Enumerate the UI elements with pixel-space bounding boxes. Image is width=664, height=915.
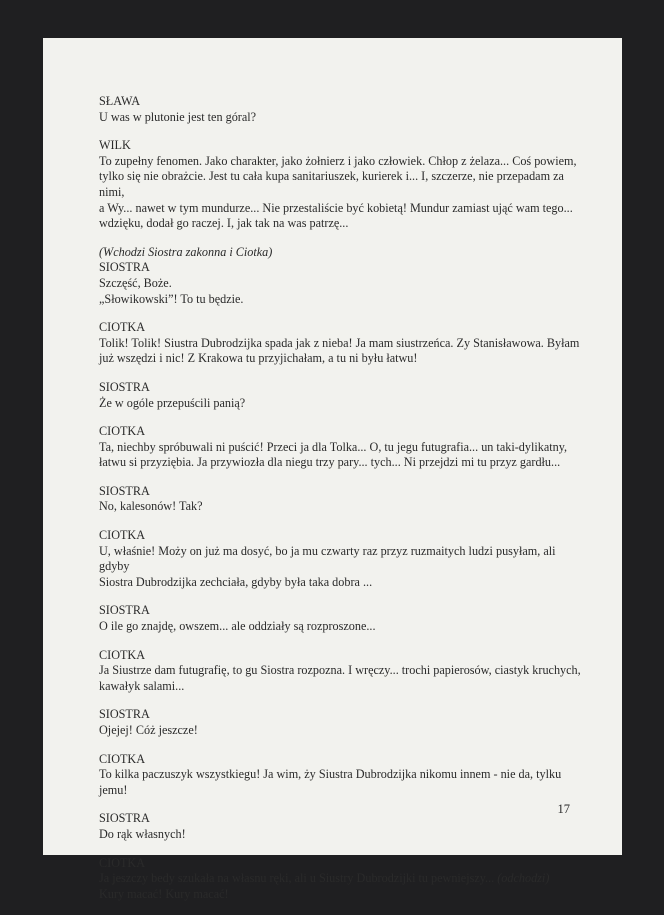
speaker-name: CIOTKA — [99, 855, 146, 870]
dialogue-line: wdzięku, dodał go raczej. I, jak tak na was patrzę... — [99, 216, 349, 231]
dialogue-line: Ta, niechby spróbuwali ni puścić! Przeci ja dla Tolka... O, tu jegu futugrafia... un taki-dylikatny, — [99, 439, 568, 454]
script-text — [99, 94, 589, 915]
stage-direction: (Wchodzi Siostra zakonna i Ciotka) — [99, 244, 273, 259]
dialogue-line: Do rąk własnych! — [99, 826, 186, 841]
dialogue-line: już wszędzi i nic! Z Krakowa tu przyjichałam, a tu ni byłu łatwu! — [99, 351, 418, 366]
dialogue-block — [99, 380, 589, 411]
dialogue-line: Kury macać! Kury macać! — [99, 886, 229, 901]
speaker-name: CIOTKA — [99, 647, 146, 662]
dialogue-block — [99, 138, 589, 232]
dialogue-text: Ja jeszczy bedy szukała na własnu ręki, ali u Siustry Dubrodzijki tu pewniejszy... — [99, 871, 495, 886]
dialogue-line: Tolik! Tolik! Siustra Dubrodzijka spada jak z nieba! Ja mam siustrzeńca. Zy Stanisławowa. Byłam — [99, 335, 580, 350]
speaker-name: SIOSTRA — [99, 603, 150, 618]
speaker-name: CIOTKA — [99, 528, 146, 543]
dialogue-block — [99, 320, 589, 367]
speaker-name: WILK — [99, 138, 131, 153]
stage-direction: (odchodzi) — [497, 871, 550, 886]
speaker-name: SIOSTRA — [99, 260, 150, 275]
dialogue-line: To zupełny fenomen. Jako charakter, jako żołnierz i jako człowiek. Chłop z żelaza... Coś powiem, — [99, 153, 577, 168]
speaker-name: SIOSTRA — [99, 707, 150, 722]
dialogue-line: tylko się nie obrażcie. Jest tu cała kupa sanitariuszek, kurierek i... I, szczerze, nie przepadam za nimi, — [99, 169, 567, 199]
dialogue-block — [99, 245, 589, 307]
dialogue-block — [99, 603, 589, 634]
page-number: 17 — [557, 802, 570, 816]
dialogue-block — [99, 811, 589, 842]
dialogue-line — [99, 871, 589, 887]
dialogue-line: U was w plutonie jest ten góral? — [99, 109, 257, 124]
dialogue-line: U, właśnie! Moży on już ma dosyć, bo ja mu czwarty raz przyz ruzmaitych ludzi pusyłam, ali gdyby — [99, 543, 559, 574]
speaker-name: CIOTKA — [99, 320, 146, 335]
dialogue-block — [99, 484, 589, 515]
speaker-name: CIOTKA — [99, 424, 146, 439]
dialogue-block — [99, 528, 589, 590]
dialogue-block — [99, 648, 589, 695]
dialogue-line: To kilka paczuszyk wszystkiegu! Ja wim, ży Siustra Dubrodzijka nikomu innem - nie da, tylku jemu! — [99, 767, 565, 797]
speaker-name: SIOSTRA — [99, 483, 150, 498]
document-page — [43, 38, 622, 901]
dialogue-block — [99, 94, 589, 125]
dialogue-line: Ojejej! Cóż jeszcze! — [99, 723, 198, 737]
dialogue-block — [99, 707, 589, 738]
speaker-name: CIOTKA — [99, 751, 146, 766]
dialogue-line: Ja Siustrze dam futugrafię, to gu Siostra rozpozna. I wręczy... trochi papierosów, ciastyk kruchych, — [99, 663, 581, 678]
dialogue-line: łatwu si przyziębia. Ja przywiozła dla niegu trzy pary... tych... Ni przejdzi mi tu przyz gardłu... — [99, 455, 561, 470]
speaker-name: SIOSTRA — [99, 379, 150, 394]
dialogue-line: kawałyk salami... — [99, 678, 185, 693]
dialogue-line: Szczęść, Boże. — [99, 275, 172, 290]
speaker-name: SIOSTRA — [99, 811, 150, 826]
dialogue-block — [99, 856, 589, 903]
dialogue-line: Że w ogóle przepuścili panią? — [99, 395, 246, 410]
dialogue-line: „Słowikowski”! To tu będzie. — [99, 291, 244, 306]
dialogue-line: a Wy... nawet w tym mundurze... Nie przestaliście być kobietą! Mundur zamiast ująć wam tego... — [99, 200, 573, 215]
dialogue-line: Siostra Dubrodzijka zechciała, gdyby była taka dobra ... — [99, 574, 373, 589]
dialogue-block — [99, 752, 589, 799]
dialogue-block — [99, 424, 589, 471]
dialogue-line: O ile go znajdę, owszem... ale oddziały są rozproszone... — [99, 619, 376, 634]
speaker-name: SŁAWA — [99, 94, 140, 108]
dialogue-line: No, kalesonów! Tak? — [99, 499, 203, 514]
